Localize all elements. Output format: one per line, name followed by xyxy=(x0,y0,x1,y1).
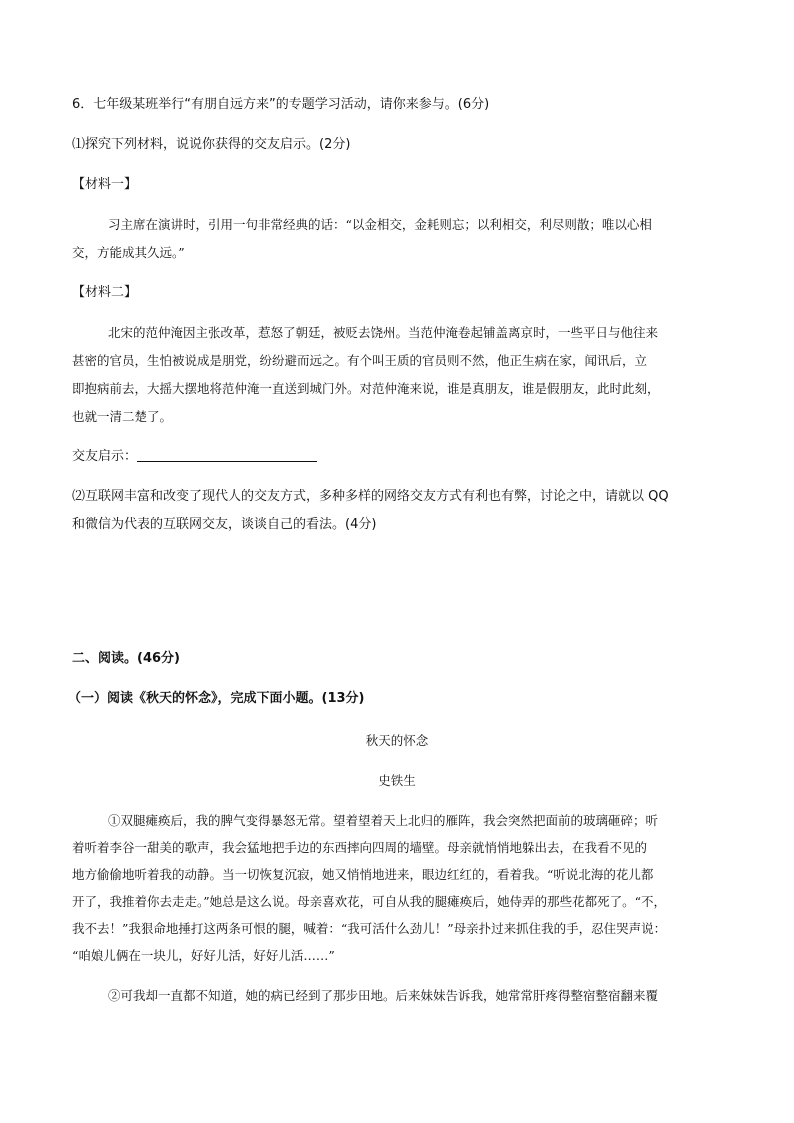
answer-label: 交友启示： xyxy=(72,449,138,464)
paragraph-1-line: 地方偷偷地听着我的动静。当一切恢复沉寂，她又悄悄地进来，眼边红红的，看着我。“听说北海的花儿都 xyxy=(72,867,654,882)
material-2-line: 即抱病前去，大摇大摆地将范仲淹一直送到城门外。对范仲淹来说，谁是真朋友，谁是假朋友，此时此刻， xyxy=(72,381,660,396)
paragraph-1-line: 我不去！”我狠命地捶打这两条可恨的腿，喊着：“我可活什么劲儿！”母亲扑过来抓住我的手，忍住哭声说： xyxy=(72,921,667,936)
essay-title: 秋天的怀念 xyxy=(365,733,429,748)
question-6-part-2-line: ⑵互联网丰富和改变了现代人的交友方式，多种多样的网络交友方式有利也有弊，讨论之中，请就以 QQ xyxy=(72,489,669,504)
paragraph-1-line: “咱娘儿俩在一块儿，好好儿活，好好儿活……” xyxy=(72,948,335,963)
paragraph-1-line: 开了，我推着你去走走。”她总是这么说。母亲喜欢花，可自从我的腿瘫痪后，她侍弄的那些花都死了。“不， xyxy=(72,894,667,909)
material-2-line: 甚密的官员，生怕被说成是朋党，纷纷避而远之。有个叫王质的官员则不然，他正生病在家，闻讯后，立 xyxy=(72,353,648,368)
question-6-part-1: ⑴探究下列材料，说说你获得的交友启示。(2分) xyxy=(72,137,351,152)
section-2-heading: 二、阅读。(46分) xyxy=(72,651,180,666)
question-6-part-2-line: 和微信为代表的互联网交友，谈谈自己的看法。(4分) xyxy=(72,517,377,532)
material-1-line: 习主席在演讲时，引用一句非常经典的话：“以金相交，金耗则忘；以利相交，利尽则散；唯以心相 xyxy=(108,217,652,232)
essay-author: 史铁生 xyxy=(378,773,416,788)
material-2-label: 【材料二】 xyxy=(72,285,138,300)
paragraph-1-line: ①双腿瘫痪后，我的脾气变得暴怒无常。望着望着天上北归的雁阵，我会突然把面前的玻璃砸碎；听 xyxy=(108,813,659,828)
material-1-line: 交，方能成其久远。” xyxy=(72,245,185,260)
answer-blank[interactable] xyxy=(137,447,317,462)
reading-part-1-heading: （一）阅读《秋天的怀念》，完成下面小题。(13分) xyxy=(68,691,365,706)
material-2-line: 也就一清二楚了。 xyxy=(72,409,173,424)
question-6-title: 6．七年级某班举行“有朋自远方来”的专题学习活动，请你来参与。(6分) xyxy=(72,97,490,112)
paragraph-2-line: ②可我却一直都不知道，她的病已经到了那步田地。后来妹妹告诉我，她常常肝疼得整宿整宿翻来覆 xyxy=(108,988,659,1003)
material-1-label: 【材料一】 xyxy=(72,177,138,192)
paragraph-1-line: 着听着李谷一甜美的歌声，我会猛地把手边的东西摔向四周的墙壁。母亲就悄悄地躲出去，在我看不见的 xyxy=(72,840,648,855)
material-2-line: 北宋的范仲淹因主张改革，惹怒了朝廷，被贬去饶州。当范仲淹卷起铺盖离京时，一些平日与他往来 xyxy=(108,325,659,340)
answer-row xyxy=(72,447,317,467)
